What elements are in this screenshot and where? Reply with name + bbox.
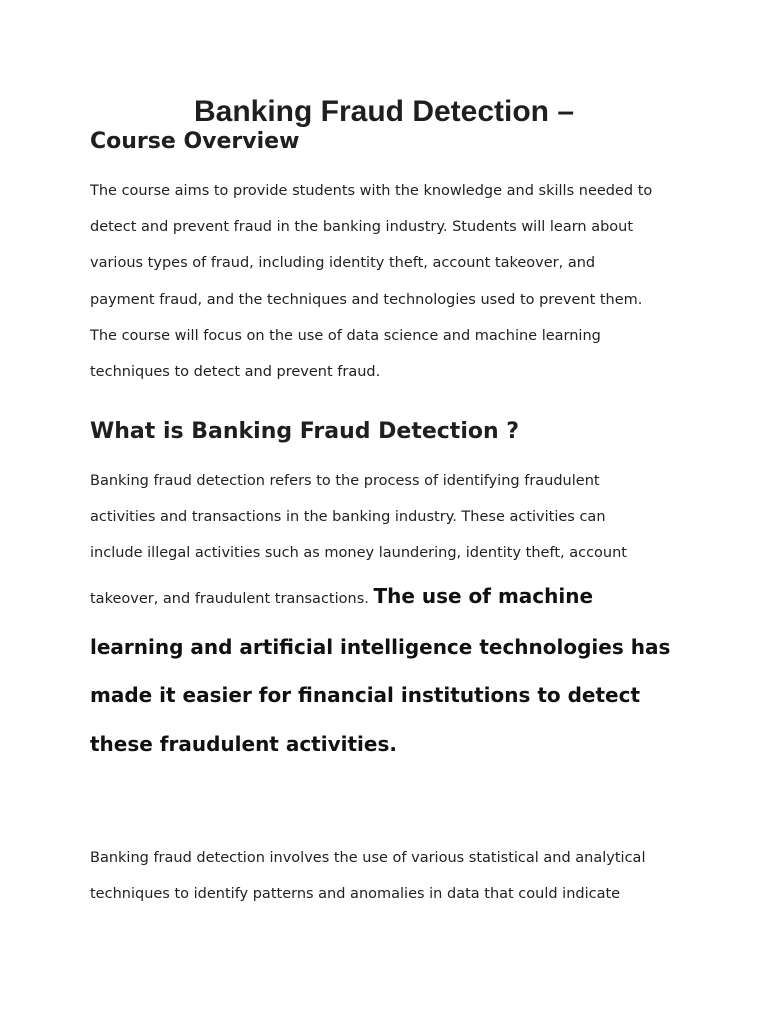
bold-emphasis-line: learning and artificial intelligence technologies has — [90, 634, 671, 659]
section-heading-course-overview: Course Overview — [90, 129, 300, 154]
paragraph-line: techniques to detect and prevent fraud. — [90, 364, 381, 381]
regular-text: takeover, and fraudulent transactions. — [90, 590, 374, 607]
document-title: Banking Fraud Detection – — [193, 95, 575, 128]
paragraph-line: Banking fraud detection refers to the process of identifying fraudulent — [90, 473, 600, 489]
paragraph-line: include illegal activities such as money laundering, identity theft, account — [90, 545, 627, 562]
section-heading-what-is-banking-fraud-detection: What is Banking Fraud Detection ? — [90, 419, 520, 444]
paragraph-line: Banking fraud detection involves the use of various statistical and analytical — [90, 850, 646, 866]
paragraph-line: payment fraud, and the techniques and technologies used to prevent them. — [90, 291, 643, 308]
paragraph-line: detect and prevent fraud in the banking industry. Students will learn about — [90, 219, 634, 236]
bold-emphasis-line: these fraudulent activities. — [90, 731, 397, 756]
paragraph-line: The course aims to provide students with the knowledge and skills needed to — [90, 183, 653, 199]
paragraph-line: activities and transactions in the banking industry. These activities can — [90, 509, 606, 526]
paragraph-line: The course will focus on the use of data science and machine learning — [90, 327, 601, 344]
paragraph-line: techniques to identify patterns and anomalies in data that could indicate — [90, 886, 621, 903]
fraud-techniques-paragraph — [90, 840, 690, 912]
fraud-detection-paragraph — [90, 463, 690, 768]
bold-emphasis-line: made it easier for financial institutions to detect — [90, 683, 641, 708]
bold-emphasis-text: The use of machine — [373, 583, 594, 608]
course-overview-paragraph — [90, 173, 690, 390]
mixed-paragraph-line — [90, 572, 690, 623]
paragraph-line: various types of fraud, including identity theft, account takeover, and — [90, 255, 596, 272]
